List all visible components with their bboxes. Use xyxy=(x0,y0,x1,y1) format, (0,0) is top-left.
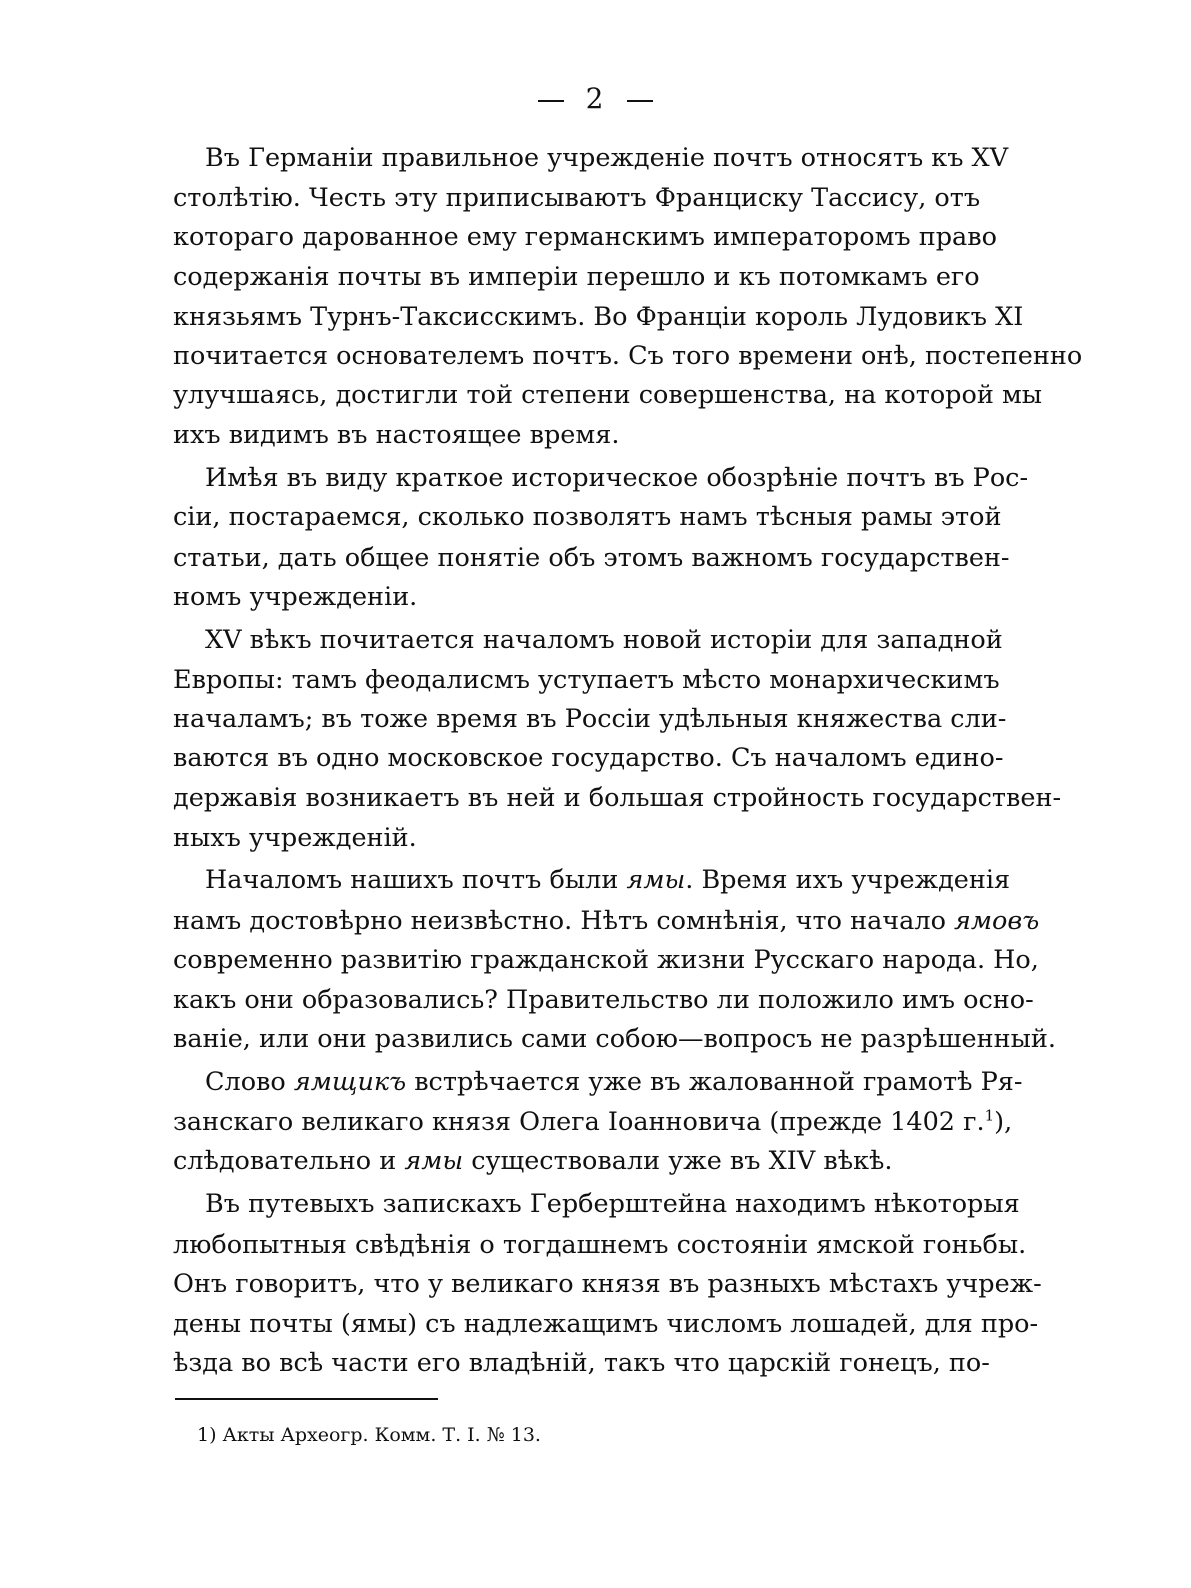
text-line: сіи, постараемся, сколько позволятъ намъ тѣсныя рамы этой xyxy=(173,502,1002,533)
text-line: занскаго великаго князя Олега Іоанновича (прежде 1402 г.$^1$), xyxy=(173,1106,1013,1138)
text-line: Онъ говоритъ, что у великаго князя въ разныхъ мѣстахъ учреж- xyxy=(173,1268,1042,1299)
text-line: статьи, дать общее понятіе объ этомъ важномъ государствен- xyxy=(173,542,1010,573)
text-line: современно развитію гражданской жизни Русскаго народа. Но, xyxy=(173,944,1039,975)
text-line: Въ путевыхъ запискахъ Герберштейна находимъ нѣкоторыя xyxy=(205,1189,1020,1220)
text-line: ваніе, или они развились сами собою—вопросъ не разрѣшенный. xyxy=(173,1024,1056,1055)
text-line: ѣзда во всѣ части его владѣній, такъ что царскій гонецъ, по- xyxy=(173,1348,990,1378)
text-line: Началомъ нашихъ почтъ были ямы. Время ихъ учрежденія xyxy=(205,865,1011,896)
italic-term: ямы xyxy=(404,1146,464,1177)
text-line: ныхъ учрежденій. xyxy=(173,822,417,853)
dash-left xyxy=(538,100,564,102)
text-line: дены почты (ямы) съ надлежащимъ числомъ лошадей, для про- xyxy=(173,1308,1039,1339)
text-line: XV вѣкъ почитается началомъ новой исторіи для западной xyxy=(205,624,1003,655)
text-line: ваются въ одно московское государство. Съ началомъ едино- xyxy=(173,743,1004,774)
text-line: номъ учрежденіи. xyxy=(173,581,418,612)
text-line: намъ достовѣрно неизвѣстно. Нѣтъ сомнѣнія, что начало ямовъ xyxy=(173,905,1040,936)
text-line: котораго дарованное ему германскимъ императоромъ право xyxy=(173,222,997,253)
text-line: улучшаясь, достигли той степени совершенства, на которой мы xyxy=(173,380,1043,411)
text-line: слѣдовательно и ямы существовали уже въ XIV вѣкѣ. xyxy=(173,1146,893,1177)
footnote-marker: 1 xyxy=(984,1106,995,1125)
italic-term: ямщикъ xyxy=(293,1067,407,1098)
text-line: почитается основателемъ почтъ. Съ того времени онѣ, постепенно xyxy=(173,340,1083,371)
text-line: князьямъ Турнъ-Таксисскимъ. Во Франціи король Лудовикъ XI xyxy=(173,301,1024,332)
italic-term: ямы xyxy=(626,865,686,896)
text-line: Имѣя въ виду краткое историческое обозрѣніе почтъ въ Рос- xyxy=(205,463,1029,494)
footnote-divider xyxy=(175,1398,438,1400)
text-line: началамъ; въ тоже время въ Россіи удѣльныя княжества сли- xyxy=(173,704,1007,734)
text-line: державія возникаетъ въ ней и большая стройность государствен- xyxy=(173,783,1062,814)
text-line: содержанія почты въ имперіи перешло и къ потомкамъ его xyxy=(173,261,980,292)
text-line: ихъ видимъ въ настоящее время. xyxy=(173,420,620,451)
dash-right xyxy=(627,100,653,102)
footnote: 1) Акты Археогр. Комм. Т. I. № 13. xyxy=(197,1424,541,1446)
text-line: Въ Германіи правильное учрежденіе почтъ относятъ къ XV xyxy=(205,143,1009,173)
text-line: Европы: тамъ феодалисмъ уступаетъ мѣсто монархическимъ xyxy=(173,664,1000,695)
text-line: Слово ямщикъ встрѣчается уже въ жалованной грамотѣ Ря- xyxy=(205,1067,1023,1098)
text-line: какъ они образовались? Правительство ли положило имъ осно- xyxy=(173,984,1034,1015)
italic-term: ямовъ xyxy=(954,905,1040,936)
page-number: 2 xyxy=(0,82,1191,115)
text-line: любопытныя свѣдѣнія о тогдашнемъ состояніи ямской гоньбы. xyxy=(173,1229,1027,1260)
text-line: столѣтію. Честь эту приписываютъ Франциску Тассису, отъ xyxy=(173,183,981,214)
